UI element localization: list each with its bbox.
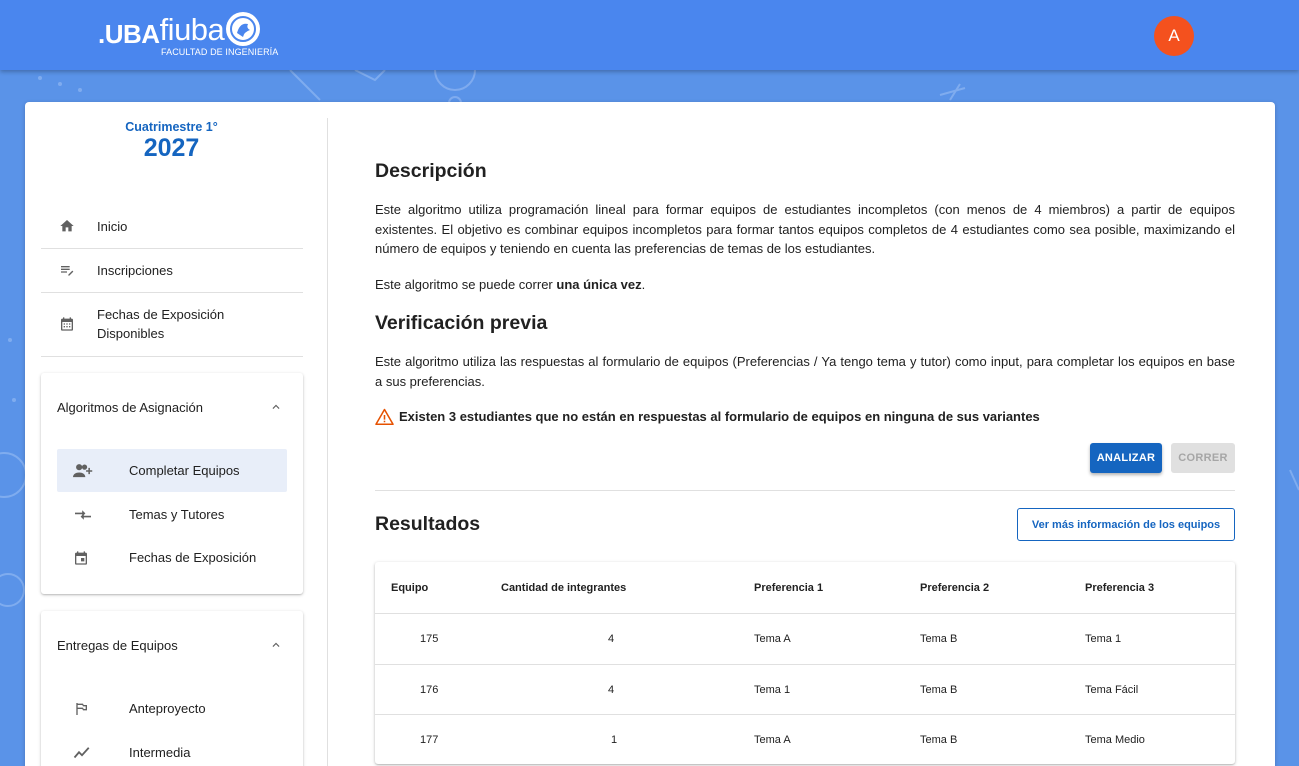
analizar-button[interactable]: ANALIZAR xyxy=(1090,443,1162,473)
cell-preferencia-1: Tema A xyxy=(754,733,791,746)
sidebar-item-label: Fechas de Exposición Disponibles xyxy=(97,307,225,341)
cell-cantidad: 4 xyxy=(608,633,615,645)
logo-fiuba-text: fiuba xyxy=(159,12,225,47)
fiuba-logo[interactable] xyxy=(98,11,279,61)
cell-cantidad: 1 xyxy=(611,733,618,746)
warning-text: Existen 3 estudiantes que no están en respuestas al formulario de equipos en ninguna de sus variantes xyxy=(399,409,1040,424)
cell-equipo: 176 xyxy=(420,683,439,696)
cell-preferencia-2: Tema B xyxy=(920,633,958,645)
results-table xyxy=(375,562,1235,764)
sidebar-item-label: Fechas de Exposición xyxy=(129,550,257,565)
column-header-preferencia-2[interactable]: Preferencia 2 xyxy=(920,581,990,594)
sidebar-item-label: Inscripciones xyxy=(97,262,173,278)
verificacion-heading: Verificación previa xyxy=(375,312,548,334)
chevron-up-icon xyxy=(269,638,283,657)
top-app-bar xyxy=(0,0,1299,70)
section-header-algoritmos[interactable] xyxy=(41,373,303,441)
event-icon xyxy=(57,550,129,566)
run-once-prefix: Este algoritmo se puede correr xyxy=(375,277,557,292)
compare-arrows-icon xyxy=(57,507,129,523)
descripcion-text: Este algoritmo utiliza programación lineal para formar equipos de estudiantes incompletos (con menos de 4 miembros) a partir de equipos existentes. El objetivo es combinar equipos incompletos para formar tantos equipos completos de 4 estudiantes como sea posible, maximizando el número de equipos y teniendo en cuenta las preferencias de temas de los estudiantes. xyxy=(375,202,1235,256)
sidebar-item-completar-equipos[interactable] xyxy=(57,449,287,492)
sidebar-item-label: Intermedia xyxy=(129,745,191,760)
edit-list-icon xyxy=(41,262,97,278)
logo-emblem-icon xyxy=(226,12,260,46)
cell-preferencia-1: Tema 1 xyxy=(754,683,791,696)
cell-preferencia-1: Tema A xyxy=(754,633,791,645)
divider xyxy=(41,248,303,249)
main-content xyxy=(375,102,1235,766)
user-avatar[interactable]: A xyxy=(1154,16,1194,56)
content-card xyxy=(25,102,1275,766)
sidebar-item-fechas-disponibles[interactable] xyxy=(41,298,303,350)
cell-equipo: 175 xyxy=(420,633,439,645)
descripcion-heading: Descripción xyxy=(375,160,487,182)
term-year: 2027 xyxy=(143,134,200,162)
group-add-icon xyxy=(57,463,129,479)
logo-subtitle: FACULTAD DE INGENIERÍA xyxy=(161,47,279,57)
cell-preferencia-3: Tema Medio xyxy=(1085,733,1145,746)
chevron-up-icon xyxy=(269,400,283,419)
run-once-suffix: . xyxy=(641,277,646,292)
flag-icon xyxy=(57,701,129,717)
calendar-icon xyxy=(41,316,97,332)
table-row[interactable] xyxy=(375,714,1235,764)
warning-icon xyxy=(375,408,394,425)
cell-preferencia-3: Tema 1 xyxy=(1085,633,1122,645)
run-once-bold: una única vez xyxy=(556,277,642,292)
cell-cantidad: 4 xyxy=(608,683,615,696)
section-title: Entregas de Equipos xyxy=(57,638,178,653)
sidebar-item-inicio[interactable] xyxy=(41,206,303,246)
sidebar-divider xyxy=(327,118,328,766)
resultados-heading: Resultados xyxy=(375,513,481,535)
correr-button[interactable]: CORRER xyxy=(1171,443,1235,473)
divider xyxy=(41,356,303,357)
sidebar xyxy=(25,102,328,766)
sidebar-item-anteproyecto[interactable] xyxy=(57,687,287,730)
cell-preferencia-3: Tema Fácil xyxy=(1085,683,1139,696)
sidebar-item-label: Anteproyecto xyxy=(129,701,206,716)
sidebar-item-label: Temas y Tutores xyxy=(129,507,225,522)
cell-equipo: 177 xyxy=(420,733,439,746)
sidebar-item-inscripciones[interactable] xyxy=(41,250,303,290)
column-header-equipo[interactable]: Equipo xyxy=(391,581,429,594)
sidebar-item-label: Inicio xyxy=(97,218,128,234)
cell-preferencia-2: Tema B xyxy=(920,733,958,746)
section-title: Algoritmos de Asignación xyxy=(57,400,203,415)
column-header-cantidad[interactable]: Cantidad de integrantes xyxy=(501,581,627,594)
section-entregas xyxy=(41,611,303,766)
divider xyxy=(375,490,1235,491)
sidebar-item-label: Completar Equipos xyxy=(129,463,240,478)
column-header-preferencia-1[interactable]: Preferencia 1 xyxy=(754,581,824,594)
trend-icon xyxy=(57,745,129,761)
sidebar-item-intermedia[interactable] xyxy=(57,731,287,766)
run-once-note xyxy=(375,275,1235,295)
table-row[interactable] xyxy=(375,664,1235,714)
section-header-entregas[interactable] xyxy=(41,611,303,679)
table-header-row xyxy=(375,562,1235,613)
table-row[interactable] xyxy=(375,614,1235,664)
warning-message xyxy=(375,408,1040,425)
section-algoritmos xyxy=(41,373,303,594)
more-info-button[interactable]: Ver más información de los equipos xyxy=(1017,508,1235,541)
verificacion-text: Este algoritmo utiliza las respuestas al formulario de equipos (Preferencias / Ya tengo tema y tutor) como input, para completar los equipos en base a sus preferencias. xyxy=(375,354,1235,389)
sidebar-item-temas-tutores[interactable] xyxy=(57,493,287,536)
column-header-preferencia-3[interactable]: Preferencia 3 xyxy=(1085,581,1155,594)
sidebar-item-fechas-exposicion[interactable] xyxy=(57,536,287,579)
cell-preferencia-2: Tema B xyxy=(920,683,958,696)
term-label: Cuatrimestre 1° xyxy=(125,120,218,134)
home-icon xyxy=(41,218,97,234)
logo-uba-text: .UBA xyxy=(98,19,160,49)
divider xyxy=(41,292,303,293)
